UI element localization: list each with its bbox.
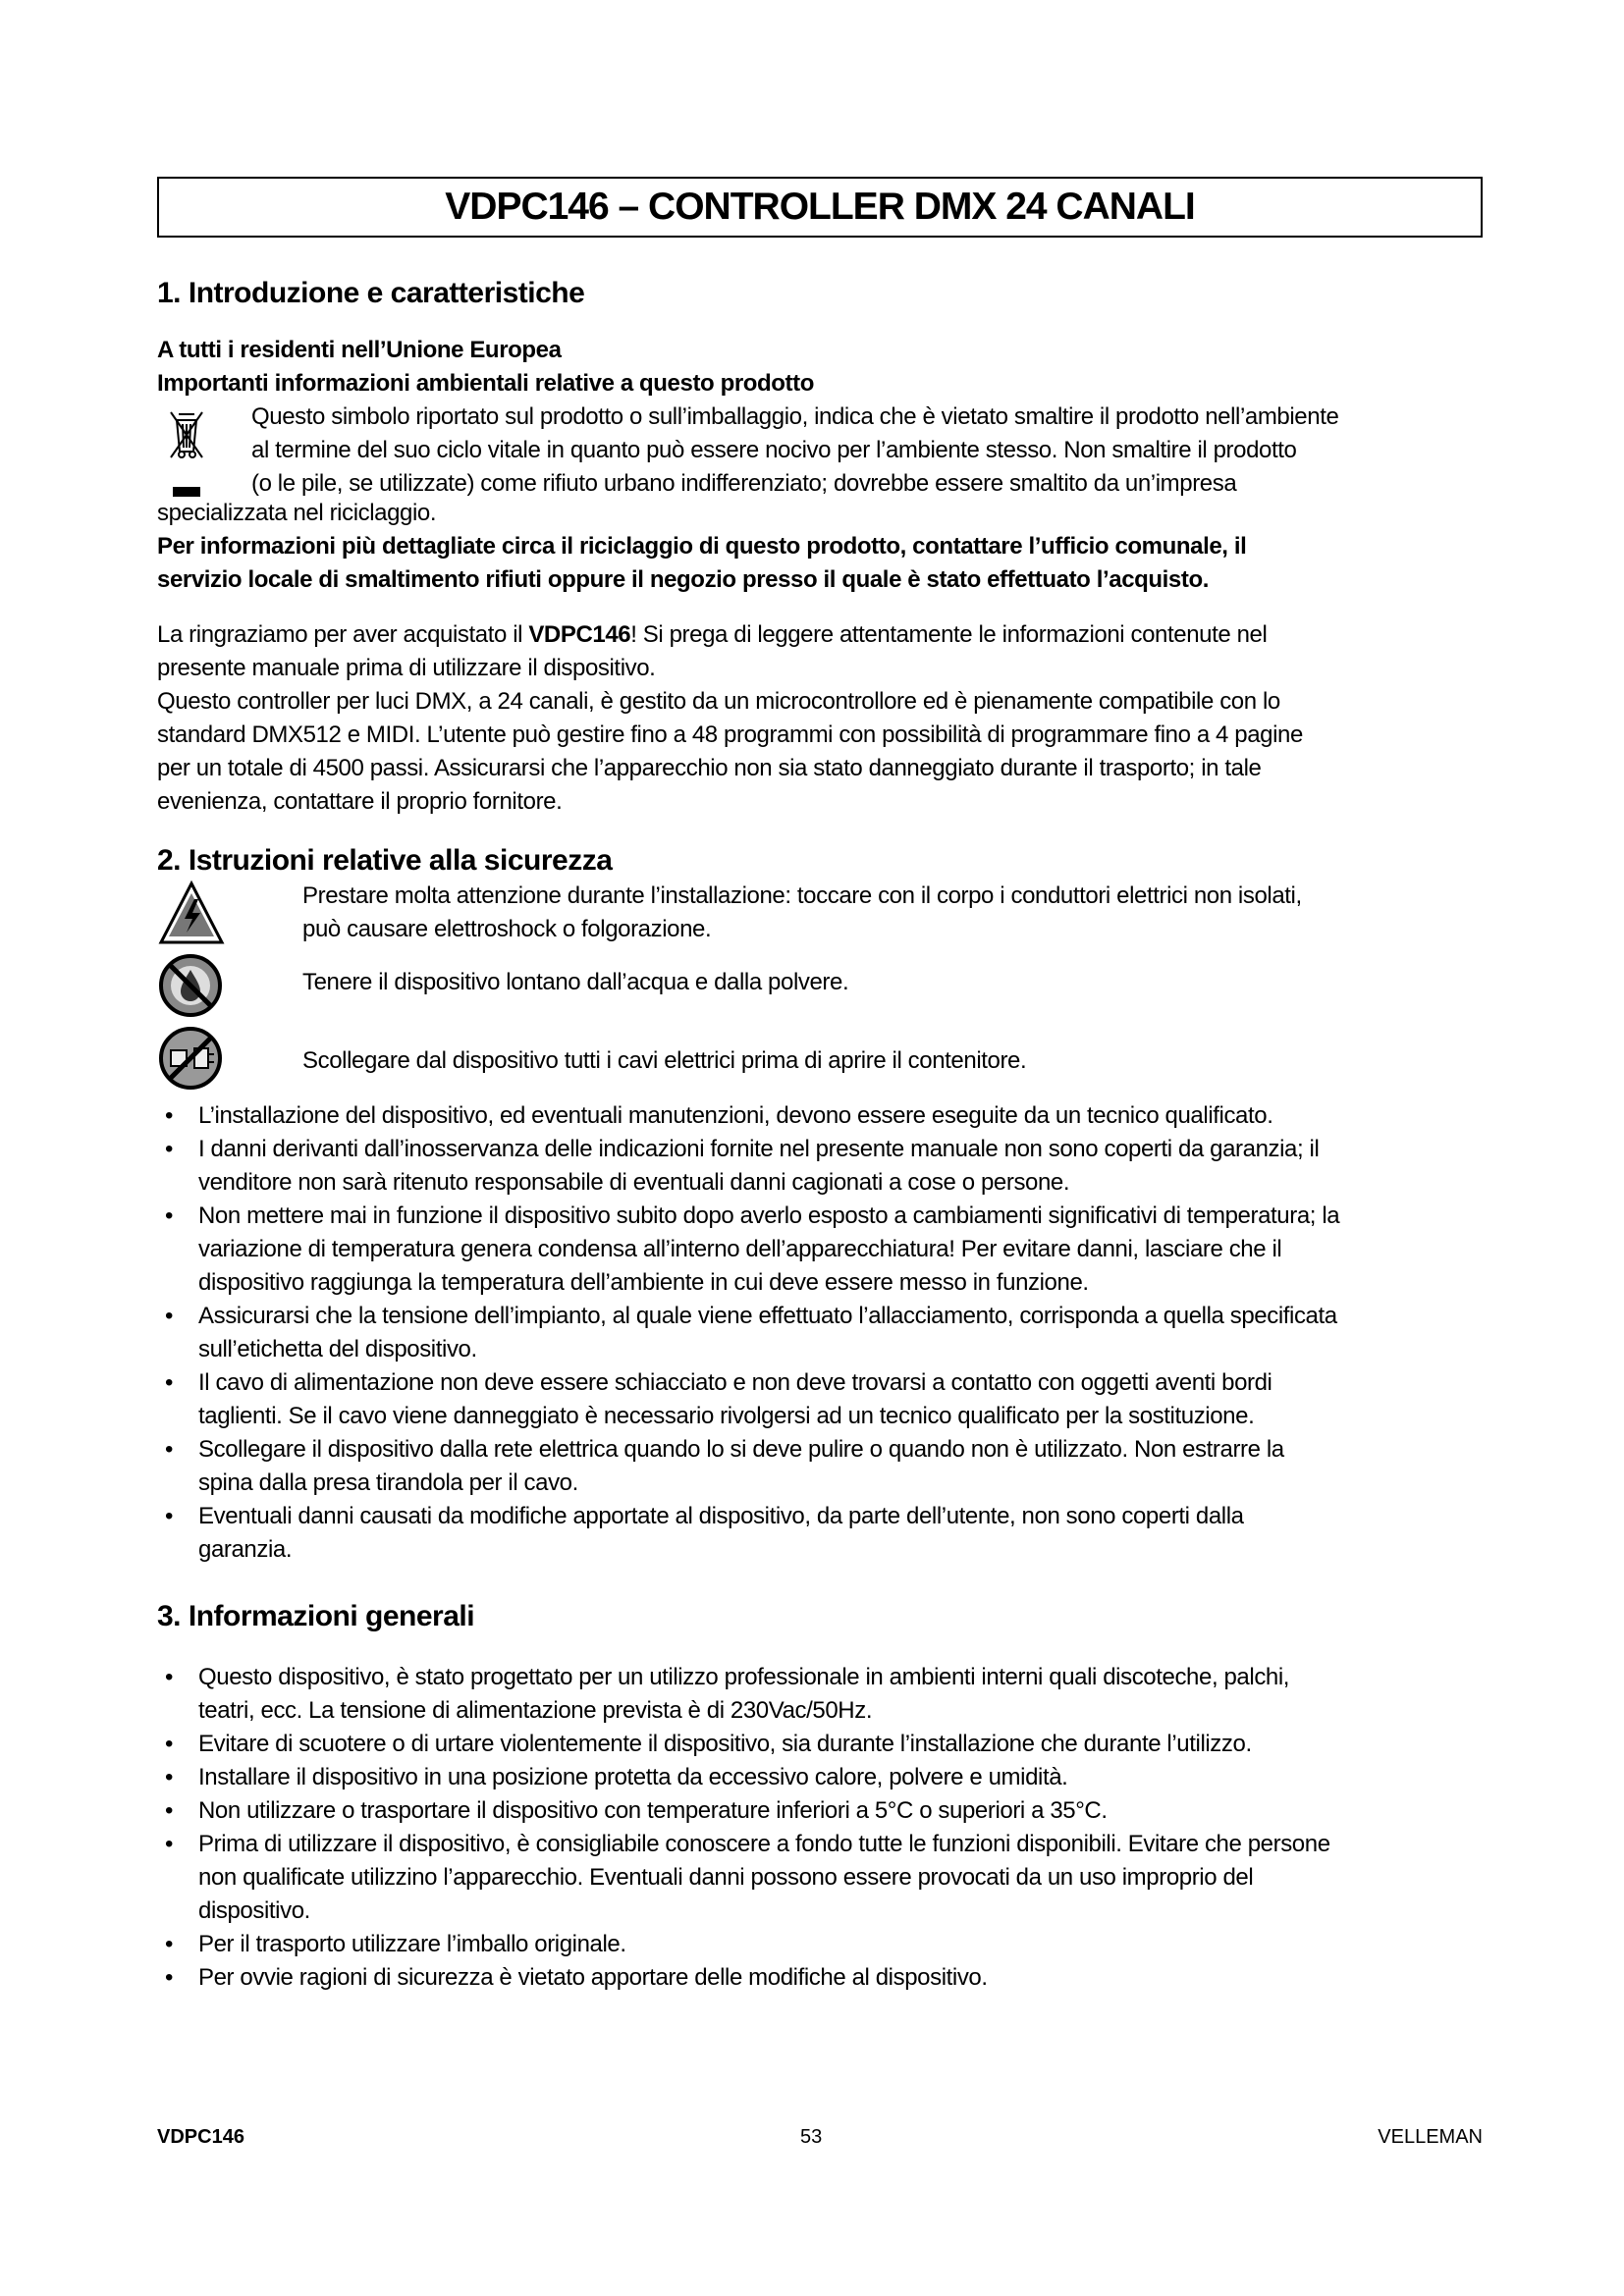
- bullet-mark: •: [164, 1436, 173, 1463]
- desc-line-2: standard DMX512 e MIDI. L’utente può gestire fino a 48 programmi con possibilità di programmare fino a 4 pagine: [157, 721, 1303, 748]
- general-bullet-3: • Installare il dispositivo in una posizione protetta da eccessivo calore, polvere e umidità.: [157, 1761, 1483, 1794]
- warning-row-electric: [157, 880, 1483, 950]
- recycle-note-line-1: Per informazioni più dettagliate circa il riciclaggio di questo prodotto, contattare l’ufficio comunale, il: [157, 533, 1247, 560]
- safety-bullet-4: • Assicurarsi che la tensione dell’impianto, al quale viene effettuato l’allacciamento, corrisponda a quella specificata sull’etichetta del dispositivo.: [157, 1300, 1483, 1366]
- bullet-mark: •: [164, 1664, 173, 1690]
- safety-bullet-3: • Non mettere mai in funzione il dispositivo subito dopo averlo esposto a cambiamenti significativi di temperatura; la variazione di temperatura genera condensa all’interno dell’apparecchiatura! Per evitare danni, lasciare che il dispositivo raggiunga la temperatura dell’ambiente in cui deve essere messo in funzione.: [157, 1200, 1483, 1300]
- env-heading: Importanti informazioni ambientali relative a questo prodotto: [157, 370, 814, 397]
- electric-shock-warning-icon: [157, 880, 302, 950]
- recycle-note-line-2: servizio locale di smaltimento rifiuti oppure il negozio presso il quale è stato effettuato l’acquisto.: [157, 566, 1209, 593]
- warning-row-unplug: [157, 1025, 1483, 1095]
- general-bullet-4: • Non utilizzare o trasportare il dispositivo con temperature inferiori a 5°C o superiori a 35°C.: [157, 1794, 1483, 1828]
- desc-line-3: per un totale di 4500 passi. Assicurarsi che l’apparecchio non sia stato danneggiato durante il trasporto; in tale: [157, 755, 1262, 781]
- page-footer: [157, 2126, 1483, 2149]
- general-bullet-1: • Questo dispositivo, è stato progettato per un utilizzo professionale in ambienti interni quali discoteche, palchi, teatri, ecc. La tensione di alimentazione prevista è di 230Vac/50Hz.: [157, 1661, 1483, 1728]
- bullet-mark: •: [164, 1369, 173, 1396]
- bullet-mark: •: [164, 1102, 173, 1129]
- weee-bin-icon: [157, 400, 251, 501]
- general-bullet-list: [157, 1661, 1483, 1995]
- footer-model: VDPC146: [157, 2126, 244, 2148]
- thanks-pre: La ringraziamo per aver acquistato il: [157, 621, 529, 648]
- document-title-text: VDPC146 – CONTROLLER DMX 24 CANALI: [445, 186, 1195, 228]
- bullet-mark: •: [164, 1136, 173, 1162]
- weee-line-3: (o le pile, se utilizzate) come rifiuto urbano indifferenziato; dovrebbe essere smaltito da un’impresa: [251, 470, 1237, 497]
- weee-block: [157, 400, 1483, 501]
- safety-bullet-6: • Scollegare il dispositivo dalla rete elettrica quando lo si deve pulire o quando non è utilizzato. Non estrarre la spina dalla presa tirandola per il cavo.: [157, 1433, 1483, 1500]
- thanks-line-2: presente manuale prima di utilizzare il dispositivo.: [157, 655, 656, 681]
- weee-line-2: al termine del suo ciclo vitale in quanto può essere nocivo per l’ambiente stesso. Non smaltire il prodotto: [251, 437, 1297, 463]
- footer-page-number: 53: [799, 2126, 823, 2148]
- keep-away-water-icon: [157, 952, 302, 1023]
- bullet-mark: •: [164, 1964, 173, 1991]
- bullet-mark: •: [164, 1503, 173, 1529]
- safety-bullet-7: • Eventuali danni causati da modifiche apportate al dispositivo, da parte dell’utente, non sono coperti dalla garanzia.: [157, 1500, 1483, 1567]
- weee-line-1: Questo simbolo riportato sul prodotto o sull’imballaggio, indica che è vietato smaltire il prodotto nell’ambiente: [251, 403, 1339, 430]
- thanks-line-1: [157, 618, 1483, 652]
- section2-heading: 2. Istruzioni relative alla sicurezza: [157, 844, 613, 877]
- unplug-before-opening-icon: [157, 1025, 302, 1095]
- bullet-mark: •: [164, 1831, 173, 1857]
- weee-tail: specializzata nel riciclaggio.: [157, 500, 437, 526]
- warning-unplug-line-1: Scollegare dal dispositivo tutti i cavi elettrici prima di aprire il contenitore.: [302, 1047, 1027, 1074]
- safety-bullet-1: • L’installazione del dispositivo, ed eventuali manutenzioni, devono essere eseguite da un tecnico qualificato.: [157, 1099, 1483, 1133]
- general-bullet-6: • Per il trasporto utilizzare l’imballo originale.: [157, 1928, 1483, 1961]
- general-bullet-7: • Per ovvie ragioni di sicurezza è vietato apportare delle modifiche al dispositivo.: [157, 1961, 1483, 1995]
- manual-page: [157, 177, 1483, 1995]
- section1-heading: 1. Introduzione e caratteristiche: [157, 277, 585, 309]
- section3-heading: 3. Informazioni generali: [157, 1600, 475, 1632]
- general-bullet-5: • Prima di utilizzare il dispositivo, è consigliabile conoscere a fondo tutte le funzioni disponibili. Evitare che persone non qualificate utilizzino l’apparecchio. Eventuali danni possono essere provocati da un uso improprio del dispositivo.: [157, 1828, 1483, 1928]
- document-title: [157, 177, 1483, 238]
- bullet-mark: •: [164, 1303, 173, 1329]
- thanks-product: VDPC146: [528, 621, 631, 648]
- eu-heading: A tutti i residenti nell’Unione Europea: [157, 337, 562, 363]
- warning-row-water: [157, 952, 1483, 1023]
- safety-bullet-list: [157, 1099, 1483, 1567]
- bullet-mark: •: [164, 1731, 173, 1757]
- warning-electric-line-2: può causare elettroshock o folgorazione.: [302, 916, 712, 942]
- desc-line-4: evenienza, contattare il proprio fornitore.: [157, 788, 563, 815]
- safety-bullet-5: • Il cavo di alimentazione non deve essere schiacciato e non deve trovarsi a contatto con oggetti aventi bordi taglienti. Se il cavo viene danneggiato è necessario rivolgersi ad un tecnico qualificato per la sostituzione.: [157, 1366, 1483, 1433]
- bullet-mark: •: [164, 1931, 173, 1957]
- warning-electric-line-1: Prestare molta attenzione durante l’installazione: toccare con il corpo i conduttori elettrici non isolati,: [302, 882, 1302, 909]
- bullet-mark: •: [164, 1202, 173, 1229]
- footer-brand: VELLEMAN: [1378, 2126, 1483, 2148]
- thanks-post: ! Si prega di leggere attentamente le informazioni contenute nel: [630, 621, 1268, 648]
- safety-bullet-2: • I danni derivanti dall’inosservanza delle indicazioni fornite nel presente manuale non sono coperti da garanzia; il venditore non sarà ritenuto responsabile di eventuali danni cagionati a cose o persone.: [157, 1133, 1483, 1200]
- general-bullet-2: • Evitare di scuotere o di urtare violentemente il dispositivo, sia durante l’installazione che durante l’utilizzo.: [157, 1728, 1483, 1761]
- bullet-mark: •: [164, 1797, 173, 1824]
- desc-line-1: Questo controller per luci DMX, a 24 canali, è gestito da un microcontrollore ed è pienamente compatibile con lo: [157, 688, 1280, 715]
- warning-water-line-1: Tenere il dispositivo lontano dall’acqua e dalla polvere.: [302, 969, 849, 995]
- bullet-mark: •: [164, 1764, 173, 1790]
